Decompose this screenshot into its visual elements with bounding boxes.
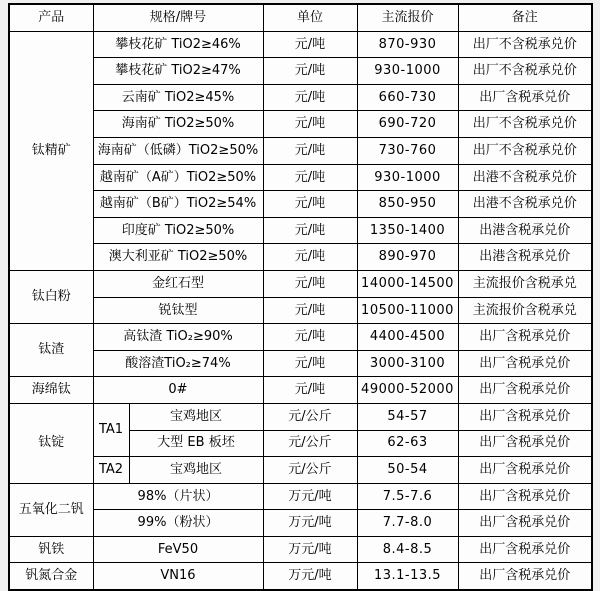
table-row bbox=[9, 297, 592, 324]
table-row bbox=[9, 563, 592, 590]
table-row bbox=[9, 111, 592, 138]
spec-cell: 金红石型 bbox=[93, 270, 263, 297]
price-cell: 870-930 bbox=[357, 31, 458, 58]
spec-cell: 印度矿 TiO2≥50% bbox=[93, 217, 263, 244]
price-cell: 49000-52000 bbox=[357, 377, 458, 404]
unit-cell: 元/吨 bbox=[263, 58, 357, 85]
price-cell: 730-760 bbox=[357, 137, 458, 164]
note-cell: 出厂含税承兑价 bbox=[458, 563, 592, 590]
note-cell: 出厂含税承兑价 bbox=[458, 324, 592, 351]
spec-cell: 大型 EB 板坯 bbox=[129, 430, 263, 457]
table-row bbox=[9, 536, 592, 563]
table-row bbox=[9, 377, 592, 404]
note-cell: 主流报价含税承兑 bbox=[458, 297, 592, 324]
price-cell: 7.5-7.6 bbox=[357, 483, 458, 510]
product-cell: 钒铁 bbox=[9, 536, 93, 563]
note-cell: 出厂含税承兑价 bbox=[458, 457, 592, 484]
unit-cell: 元/吨 bbox=[263, 350, 357, 377]
note-cell: 出厂含税承兑价 bbox=[458, 84, 592, 111]
note-cell: 出厂含税承兑价 bbox=[458, 510, 592, 537]
column-header-spec: 规格/牌号 bbox=[93, 4, 263, 31]
note-cell: 出厂不含税承兑价 bbox=[458, 111, 592, 138]
spec-cell: 越南矿（B矿）TiO2≥54% bbox=[93, 191, 263, 218]
note-cell: 出港含税承兑价 bbox=[458, 217, 592, 244]
price-cell: 850-950 bbox=[357, 191, 458, 218]
table-row bbox=[9, 84, 592, 111]
table-body bbox=[9, 31, 592, 590]
table-row bbox=[9, 31, 592, 58]
price-cell: 930-1000 bbox=[357, 164, 458, 191]
table-row bbox=[9, 270, 592, 297]
price-cell: 50-54 bbox=[357, 457, 458, 484]
unit-cell: 元/吨 bbox=[263, 377, 357, 404]
unit-cell: 元/吨 bbox=[263, 84, 357, 111]
price-cell: 1350-1400 bbox=[357, 217, 458, 244]
header-row bbox=[9, 4, 592, 31]
note-cell: 出港不含税承兑价 bbox=[458, 191, 592, 218]
grade-cell: TA2 bbox=[93, 457, 129, 484]
price-cell: 14000-14500 bbox=[357, 270, 458, 297]
unit-cell: 元/公斤 bbox=[263, 403, 357, 430]
product-cell: 钒氮合金 bbox=[9, 563, 93, 590]
table-row bbox=[9, 164, 592, 191]
price-table bbox=[8, 3, 593, 591]
unit-cell: 万元/吨 bbox=[263, 536, 357, 563]
unit-cell: 万元/吨 bbox=[263, 510, 357, 537]
unit-cell: 元/吨 bbox=[263, 191, 357, 218]
table-row bbox=[9, 58, 592, 85]
unit-cell: 万元/吨 bbox=[263, 563, 357, 590]
note-cell: 出厂含税承兑价 bbox=[458, 536, 592, 563]
spec-cell: 宝鸡地区 bbox=[129, 403, 263, 430]
spec-cell: 98%（片状） bbox=[93, 483, 263, 510]
table-row bbox=[9, 403, 592, 430]
note-cell: 出厂不含税承兑价 bbox=[458, 137, 592, 164]
price-cell: 62-63 bbox=[357, 430, 458, 457]
note-cell: 出港不含税承兑价 bbox=[458, 164, 592, 191]
column-header-unit: 单位 bbox=[263, 4, 357, 31]
price-cell: 3000-3100 bbox=[357, 350, 458, 377]
price-cell: 10500-11000 bbox=[357, 297, 458, 324]
spec-cell: 高钛渣 TiO₂≥90% bbox=[93, 324, 263, 351]
unit-cell: 元/吨 bbox=[263, 244, 357, 271]
unit-cell: 元/公斤 bbox=[263, 457, 357, 484]
product-cell: 五氧化二钒 bbox=[9, 483, 93, 536]
unit-cell: 元/吨 bbox=[263, 324, 357, 351]
spec-cell: 云南矿 TiO2≥45% bbox=[93, 84, 263, 111]
column-header-note: 备注 bbox=[458, 4, 592, 31]
note-cell: 出厂含税承兑价 bbox=[458, 350, 592, 377]
table-row bbox=[9, 350, 592, 377]
spec-cell: 0# bbox=[93, 377, 263, 404]
grade-cell: TA1 bbox=[93, 403, 129, 456]
price-cell: 890-970 bbox=[357, 244, 458, 271]
column-header-price: 主流报价 bbox=[357, 4, 458, 31]
note-cell: 出厂含税承兑价 bbox=[458, 377, 592, 404]
price-cell: 660-730 bbox=[357, 84, 458, 111]
product-cell: 海绵钛 bbox=[9, 377, 93, 404]
product-cell: 钛白粉 bbox=[9, 270, 93, 323]
note-cell: 出港含税承兑价 bbox=[458, 244, 592, 271]
price-cell: 690-720 bbox=[357, 111, 458, 138]
spec-cell: VN16 bbox=[93, 563, 263, 590]
spec-cell: 攀枝花矿 TiO2≥46% bbox=[93, 31, 263, 58]
spec-cell: 99%（粉状） bbox=[93, 510, 263, 537]
price-cell: 930-1000 bbox=[357, 58, 458, 85]
unit-cell: 元/公斤 bbox=[263, 430, 357, 457]
spec-cell: 海南矿（低磷）TiO2≥50% bbox=[93, 137, 263, 164]
unit-cell: 元/吨 bbox=[263, 297, 357, 324]
price-cell: 54-57 bbox=[357, 403, 458, 430]
price-cell: 8.4-8.5 bbox=[357, 536, 458, 563]
unit-cell: 元/吨 bbox=[263, 270, 357, 297]
table-row bbox=[9, 137, 592, 164]
note-cell: 出厂不含税承兑价 bbox=[458, 58, 592, 85]
spec-cell: 宝鸡地区 bbox=[129, 457, 263, 484]
spec-cell: 澳大利亚矿 TiO2≥50% bbox=[93, 244, 263, 271]
note-cell: 出厂含税承兑价 bbox=[458, 403, 592, 430]
unit-cell: 万元/吨 bbox=[263, 483, 357, 510]
note-cell: 出厂含税承兑价 bbox=[458, 430, 592, 457]
table-row bbox=[9, 510, 592, 537]
column-header-product: 产品 bbox=[9, 4, 93, 31]
spec-cell: FeV50 bbox=[93, 536, 263, 563]
unit-cell: 元/吨 bbox=[263, 111, 357, 138]
table-row bbox=[9, 457, 592, 484]
price-cell: 4400-4500 bbox=[357, 324, 458, 351]
price-cell: 13.1-13.5 bbox=[357, 563, 458, 590]
table-row bbox=[9, 217, 592, 244]
note-cell: 主流报价含税承兑 bbox=[458, 270, 592, 297]
product-cell: 钛锭 bbox=[9, 403, 93, 483]
table-row bbox=[9, 244, 592, 271]
table-row bbox=[9, 191, 592, 218]
spec-cell: 锐钛型 bbox=[93, 297, 263, 324]
spec-cell: 越南矿（A矿）TiO2≥50% bbox=[93, 164, 263, 191]
spec-cell: 酸溶渣TiO₂≥74% bbox=[93, 350, 263, 377]
unit-cell: 元/吨 bbox=[263, 31, 357, 58]
note-cell: 出厂不含税承兑价 bbox=[458, 31, 592, 58]
note-cell: 出厂含税承兑价 bbox=[458, 483, 592, 510]
unit-cell: 元/吨 bbox=[263, 137, 357, 164]
table-row bbox=[9, 483, 592, 510]
spec-cell: 攀枝花矿 TiO2≥47% bbox=[93, 58, 263, 85]
product-cell: 钛精矿 bbox=[9, 31, 93, 270]
product-cell: 钛渣 bbox=[9, 324, 93, 377]
spec-cell: 海南矿 TiO2≥50% bbox=[93, 111, 263, 138]
unit-cell: 元/吨 bbox=[263, 164, 357, 191]
price-cell: 7.7-8.0 bbox=[357, 510, 458, 537]
unit-cell: 元/吨 bbox=[263, 217, 357, 244]
table-row bbox=[9, 324, 592, 351]
